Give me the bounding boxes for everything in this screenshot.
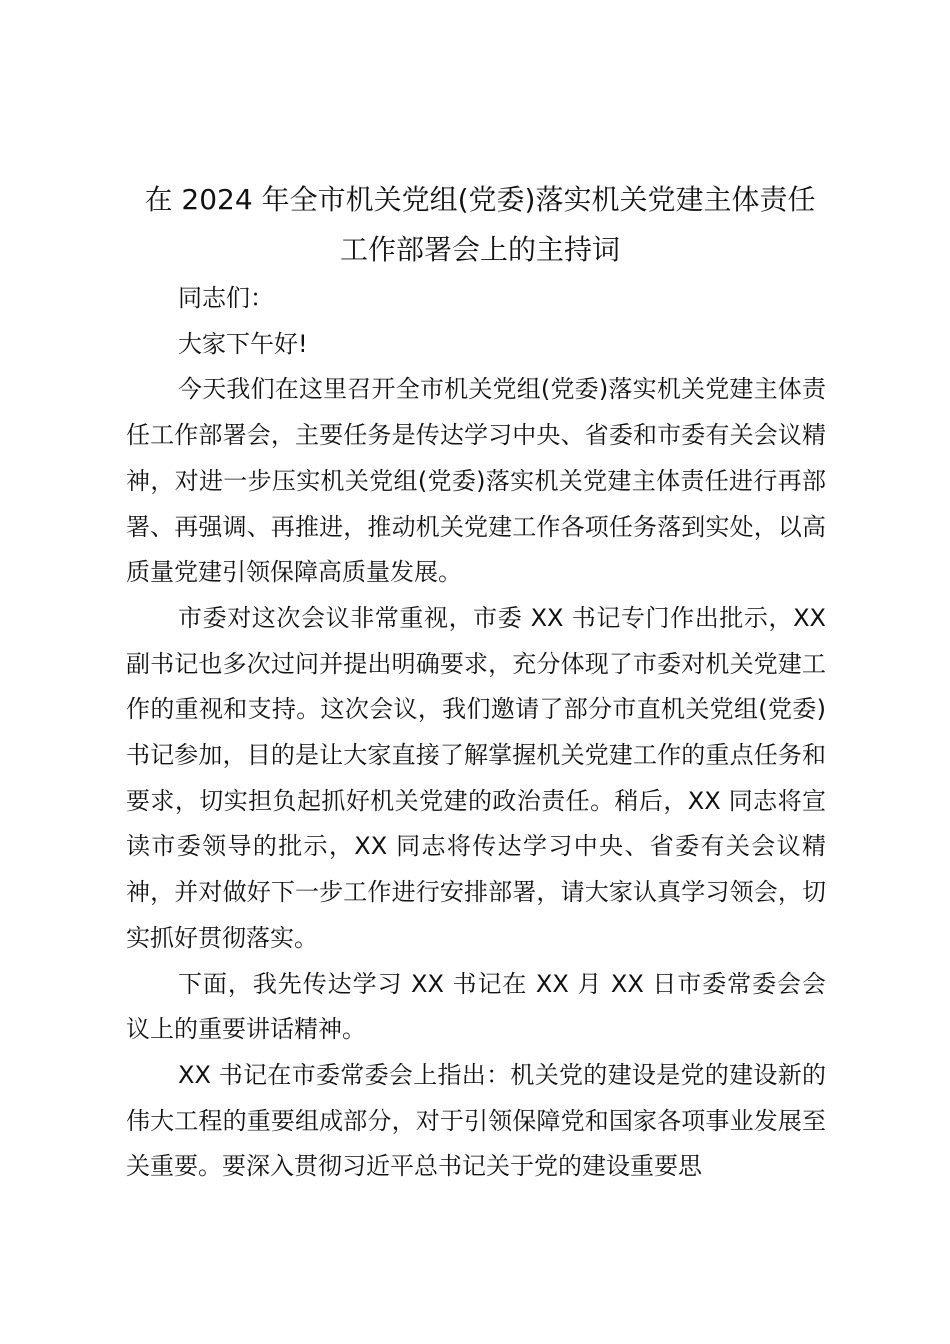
salutation: 同志们：: [178, 284, 274, 312]
document-title: [120, 175, 840, 275]
paragraph-1: 今天我们在这里召开全市机关党组(党委)落实机关党建主体责任工作部署会，主要任务是传达学习中央、省委和市委有关会议精神，对进一步压实机关党组(党委)落实机关党建主体责任进行再部署、再强调、再推进，推动机关党建工作各项任务落到实处，以高质量党建引领保障高质量发展。: [126, 375, 826, 587]
paragraph-2: 市委对这次会议非常重视，市委 XX 书记专门作出批示，XX 副书记也多次过问并提出明确要求，充分体现了市委对机关党建工作的重视和支持。这次会议，我们邀请了部分市直机关党组(党委)书记参加，目的是让大家直接了解掌握机关党建工作的重点任务和要求，切实担负起抓好机关党建的政治责任。稍后，XX 同志将宣读市委领导的批示，XX 同志将传达学习中央、省委有关会议精神，并对做好下一步工作进行安排部署，请大家认真学习领会，切实抓好贯彻落实。: [126, 603, 826, 952]
paragraph-3: 下面，我先传达学习 XX 书记在 XX 月 XX 日市委常委会会议上的重要讲话精神。: [126, 969, 826, 1044]
title-line-1: 在 2024 年全市机关党组(党委)落实机关党建主体责任: [144, 183, 816, 216]
paragraph-4: XX 书记在市委常委会上指出：机关党的建设是党的建设新的伟大工程的重要组成部分，对于引领保障党和国家各项事业发展至关重要。要深入贯彻习近平总书记关于党的建设重要思: [126, 1060, 826, 1181]
greeting: 大家下午好!: [178, 329, 308, 358]
document-body: [126, 276, 826, 1190]
title-line-2: 工作部署会上的主持词: [339, 233, 620, 266]
